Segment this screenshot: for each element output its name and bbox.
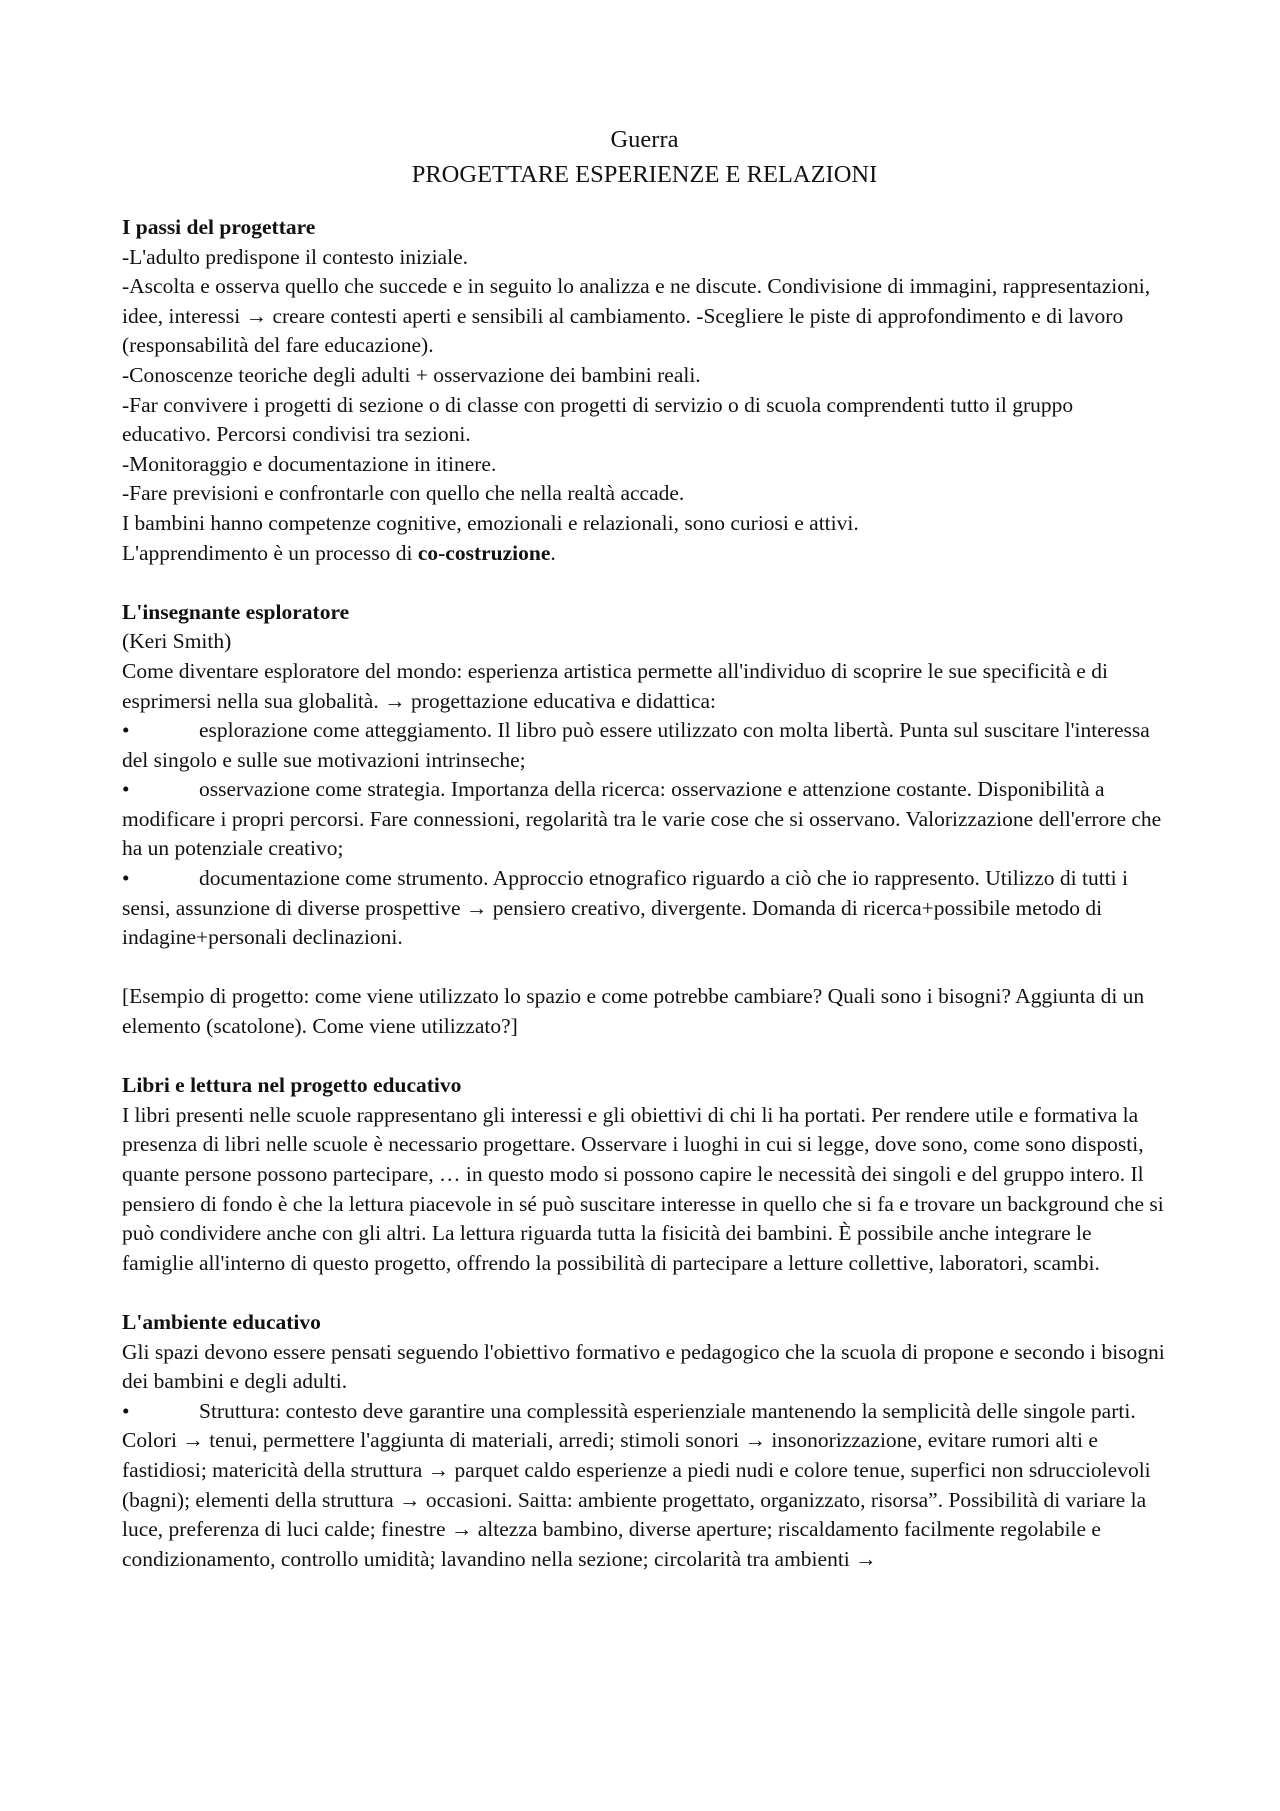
bullet-text: osservazione come strategia. Importanza della ricerca: osservazione e attenzione costante. Disponibilità a modificare i propri percorsi. Fare connessioni, regolarità tra le varie cose che si osservano. Valorizzazione dell'errore che ha un potenziale creativo; [122,777,1162,861]
section-heading: Libri e lettura nel progetto educativo [122,1073,462,1098]
paragraph: I bambini hanno competenze cognitive, emozionali e relazionali, sono curiosi e attivi. [122,510,859,535]
section-esploratore [122,598,1167,953]
paragraph [122,539,1167,569]
bold-term: co-costruzione [417,540,551,565]
author-note: (Keri Smith) [122,629,232,654]
bullet-item [122,1397,1167,1575]
document-body [122,122,1167,1604]
author-name: Guerra [610,126,679,153]
section-heading: I passi del progettare [122,215,316,239]
paragraph: Come diventare esploratore del mondo: esperienza artistica permette all'individuo di scoprire le sue specificità e di esprimersi nella sua globalità. → progettazione educativa e didattica: [122,658,1108,713]
paragraph: Gli spazi devono essere pensati seguendo l'obiettivo formativo e pedagogico che la scuola di propone e secondo i bisogni dei bambini e degli adulti. [122,1339,1165,1394]
bullet-icon: • [122,866,130,891]
paragraph: [Esempio di progetto: come viene utilizzato lo spazio e come potrebbe cambiare? Quali sono i bisogni? Aggiunta di un elemento (scatolone). Come viene utilizzato?] [122,984,1145,1039]
section-heading: L'ambiente educativo [122,1309,321,1334]
bullet-item [122,864,1167,953]
title-block [122,122,1167,192]
bullet-icon: • [122,777,130,802]
bullet-text: documentazione come strumento. Approccio etnografico riguardo a ciò che io rappresento. Utilizzo di tutti i sensi, assunzione di diverse prospettive → pensiero creativo, divergente. Domanda di ricerca+possibile metodo di indagine+personali declinazioni. [122,866,1128,950]
document-title: PROGETTARE ESPERIENZE E RELAZIONI [411,161,878,188]
paragraph: -Ascolta e osserva quello che succede e in seguito lo analizza e ne discute. Condivisione di immagini, rappresentazioni, idee, interessi → creare contesti aperti e sensibili al cambiamento. -Scegliere le piste di approfondimento e di lavoro (responsabilità del fare educazione). [122,274,1151,358]
paragraph: -Far convivere i progetti di sezione o di classe con progetti di servizio o di scuola comprendenti tutto il gruppo educativo. Percorsi condivisi tra sezioni. [122,392,1074,447]
bullet-text: Struttura: contesto deve garantire una complessità esperienziale mantenendo la semplicità delle singole parti. Colori → tenui, permettere l'aggiunta di materiali, arredi; stimoli sonori → insonorizzazione, evitare rumori alti e fastidiosi; matericità della struttura → parquet caldo esperienze a piedi nudi e colore tenue, superfici non sdrucciolevoli (bagni); elementi della struttura → occasioni. Saitta: ambiente progettato, organizzato, risorsa”. Possibilità di variare la luce, preferenza di luci calde; finestre → altezza bambino, diverse aperture; riscaldamento facilmente regolabile e condizionamento, controllo umidità; lavandino nella sezione; circolarità tra ambienti → [122,1398,1151,1571]
section-heading: L'insegnante esploratore [122,599,350,624]
section-esempio [122,982,1167,1041]
paragraph: -Monitoraggio e documentazione in itinere. [122,451,497,476]
bullet-item [122,716,1167,775]
bullet-icon: • [122,718,130,743]
bullet-icon: • [122,1398,130,1423]
paragraph: -Conoscenze teoriche degli adulti + osservazione dei bambini reali. [122,362,701,387]
section-ambiente [122,1308,1167,1574]
section-libri [122,1071,1167,1278]
bullet-item [122,775,1167,864]
section-passi [122,213,1167,568]
paragraph: I libri presenti nelle scuole rappresentano gli interessi e gli obiettivi di chi li ha portati. Per rendere utile e formativa la presenza di libri nelle scuole è necessario progettare. Osservare i luoghi in cui si legge, dove sono, come sono disposti, quante persone possono partecipare, … in questo modo si possono capire le necessità dei singoli e del gruppo intero. Il pensiero di fondo è che la lettura piacevole in sé può suscitare interesse in quello che si fa e trovare un background che si può condividere anche con gli altri. La lettura riguarda tutta la fisicità dei bambini. È possibile anche integrare le famiglie all'interno di questo progetto, offrendo la possibilità di partecipare a letture collettive, laboratori, scambi. [122,1102,1164,1275]
text-run: L'apprendimento è un processo di [122,540,418,565]
paragraph: -L'adulto predispone il contesto iniziale. [122,244,468,269]
paragraph: -Fare previsioni e confrontarle con quello che nella realtà accade. [122,481,685,506]
text-run: . [550,540,556,565]
bullet-text: esplorazione come atteggiamento. Il libro può essere utilizzato con molta libertà. Punta sul suscitare l'interessa del singolo e sulle sue motivazioni intrinseche; [122,718,1150,772]
